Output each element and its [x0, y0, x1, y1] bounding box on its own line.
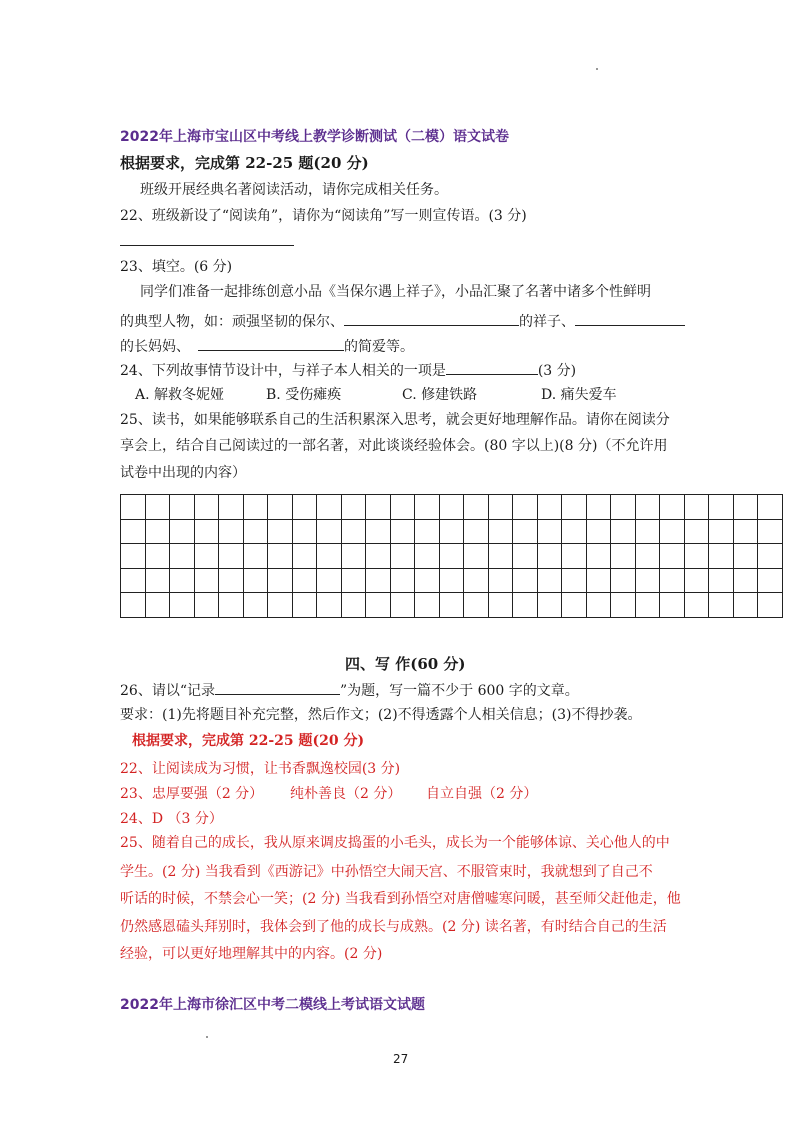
grid-cell[interactable]	[243, 593, 268, 618]
question-25-line-3: 试卷中出现的内容）	[120, 465, 246, 481]
question-23-line-1: 同学们准备一起排练创意小品《当保尔遇上祥子》，小品汇聚了名著中诸多个性鲜明	[140, 284, 651, 300]
grid-cell[interactable]	[170, 568, 195, 593]
grid-cell[interactable]	[611, 519, 636, 544]
writing-requirements: 要求：(1)先将题目补充完整，然后作文；(2)不得透露个人相关信息；(3)不得抄袭。	[120, 707, 642, 723]
q23-text-c: 的长妈妈、	[120, 339, 190, 355]
grid-cell[interactable]	[464, 519, 489, 544]
grid-cell[interactable]	[635, 519, 660, 544]
grid-cell[interactable]	[439, 544, 464, 569]
grid-cell[interactable]	[292, 568, 317, 593]
grid-cell[interactable]	[488, 593, 513, 618]
q23-text-b: 的祥子、	[519, 314, 575, 330]
grid-cell[interactable]	[758, 519, 783, 544]
answer-25-line-2: 学生。(2 分) 当我看到《西游记》中孙悟空大闹天宫、不服管束时，我就想到了自己不	[120, 864, 653, 880]
grid-cell[interactable]	[366, 544, 391, 569]
answer-heading: 根据要求，完成第 22-25 题(20 分)	[132, 733, 365, 749]
answer-grid[interactable]	[120, 494, 783, 618]
question-23-heading: 23、填空。(6 分)	[120, 259, 233, 275]
grid-cell[interactable]	[586, 568, 611, 593]
grid-cell[interactable]	[341, 544, 366, 569]
grid-cell[interactable]	[268, 519, 293, 544]
grid-cell[interactable]	[341, 568, 366, 593]
grid-cell[interactable]	[709, 568, 734, 593]
grid-cell[interactable]	[194, 593, 219, 618]
grid-cell[interactable]	[317, 495, 342, 520]
grid-cell[interactable]	[390, 519, 415, 544]
grid-cell[interactable]	[611, 568, 636, 593]
speck-bottom	[206, 1036, 208, 1038]
grid-cell[interactable]	[145, 495, 170, 520]
answer-line-22	[120, 245, 294, 246]
grid-cell[interactable]	[513, 544, 538, 569]
grid-cell[interactable]	[170, 495, 195, 520]
q24-option-a: A. 解救冬妮娅	[135, 387, 225, 403]
grid-cell[interactable]	[243, 495, 268, 520]
grid-cell[interactable]	[390, 593, 415, 618]
grid-cell[interactable]	[684, 568, 709, 593]
grid-cell[interactable]	[366, 519, 391, 544]
grid-cell[interactable]	[611, 544, 636, 569]
question-25-line-1: 25、读书，如果能够联系自己的生活积累深入思考，就会更好地理解作品。请你在阅读分	[120, 412, 670, 428]
q26-text-a: 26、请以“记录	[120, 683, 215, 699]
writing-heading: 四、写 作(60 分)	[345, 655, 466, 673]
grid-cell[interactable]	[635, 568, 660, 593]
grid-cell[interactable]	[243, 519, 268, 544]
answer-23-part-2: 纯朴善良（2 分）	[290, 786, 402, 802]
grid-cell[interactable]	[439, 568, 464, 593]
grid-cell[interactable]	[317, 568, 342, 593]
grid-cell[interactable]	[488, 568, 513, 593]
grid-cell[interactable]	[709, 519, 734, 544]
grid-cell[interactable]	[194, 544, 219, 569]
grid-cell[interactable]	[439, 593, 464, 618]
grid-cell[interactable]	[758, 568, 783, 593]
grid-cell[interactable]	[660, 544, 685, 569]
grid-cell[interactable]	[243, 568, 268, 593]
grid-cell[interactable]	[537, 593, 562, 618]
grid-cell[interactable]	[121, 593, 146, 618]
grid-cell[interactable]	[684, 593, 709, 618]
instruction-heading: 根据要求，完成第 22-25 题(20 分)	[120, 154, 369, 172]
answer-22: 22、让阅读成为习惯，让书香飘逸校园(3 分)	[120, 761, 401, 777]
grid-cell[interactable]	[194, 568, 219, 593]
grid-cell[interactable]	[366, 593, 391, 618]
q24-score: (3 分)	[537, 363, 577, 379]
grid-cell[interactable]	[635, 544, 660, 569]
grid-cell[interactable]	[292, 495, 317, 520]
grid-cell[interactable]	[488, 544, 513, 569]
grid-cell[interactable]	[341, 519, 366, 544]
grid-cell[interactable]	[562, 519, 587, 544]
grid-cell[interactable]	[611, 593, 636, 618]
section-title-xuhui: 2022年上海市徐汇区中考二模线上考试语文试题	[120, 997, 425, 1013]
grid-cell[interactable]	[219, 568, 244, 593]
grid-cell[interactable]	[464, 568, 489, 593]
grid-cell[interactable]	[292, 593, 317, 618]
question-25-line-2: 享会上，结合自己阅读过的一部名著，对此谈谈经验体会。(80 字以上)(8 分)（不允许用	[120, 438, 668, 454]
grid-cell[interactable]	[341, 495, 366, 520]
question-22: 22、班级新设了“阅读角”，请你为“阅读角”写一则宣传语。(3 分)	[120, 208, 527, 224]
grid-cell[interactable]	[684, 544, 709, 569]
q24-option-b: B. 受伤瘫痪	[266, 387, 342, 403]
speck-top	[596, 68, 598, 70]
grid-cell[interactable]	[586, 544, 611, 569]
grid-cell[interactable]	[219, 544, 244, 569]
grid-cell[interactable]	[733, 593, 758, 618]
section-title-baoshan: 2022年上海市宝山区中考线上教学诊断测试（二模）语文试卷	[120, 129, 509, 145]
grid-cell[interactable]	[562, 495, 587, 520]
blank-baoer[interactable]	[344, 311, 519, 326]
grid-cell[interactable]	[635, 593, 660, 618]
answer-25-line-1: 25、随着自己的成长，我从原来调皮捣蛋的小毛头，成长为一个能够体谅、关心他人的中	[120, 835, 670, 851]
grid-cell[interactable]	[709, 495, 734, 520]
q23-text-d: 的简爱等。	[344, 339, 414, 355]
grid-cell[interactable]	[513, 495, 538, 520]
grid-cell[interactable]	[439, 495, 464, 520]
grid-cell[interactable]	[758, 495, 783, 520]
grid-cell[interactable]	[464, 544, 489, 569]
grid-cell[interactable]	[537, 544, 562, 569]
grid-cell[interactable]	[660, 593, 685, 618]
answer-25-line-3: 听话的时候，不禁会心一笑；(2 分) 当我看到孙悟空对唐僧嘘寒问暖，甚至师父赶他走，他	[120, 891, 681, 907]
grid-cell[interactable]	[464, 593, 489, 618]
q24-text: 24、下列故事情节设计中，与祥子本人相关的一项是	[120, 363, 446, 379]
grid-cell[interactable]	[586, 593, 611, 618]
grid-cell[interactable]	[513, 519, 538, 544]
grid-cell[interactable]	[586, 495, 611, 520]
grid-cell[interactable]	[537, 519, 562, 544]
grid-cell[interactable]	[488, 519, 513, 544]
grid-cell[interactable]	[194, 519, 219, 544]
grid-cell[interactable]	[194, 495, 219, 520]
grid-cell[interactable]	[390, 544, 415, 569]
answer-25-line-4: 仍然感恩磕头拜别时，我体会到了他的成长与成熟。(2 分) 读名著，有时结合自己的生活	[120, 919, 667, 935]
grid-cell[interactable]	[513, 568, 538, 593]
grid-cell[interactable]	[415, 568, 440, 593]
grid-cell[interactable]	[292, 544, 317, 569]
q26-text-b: ”为题，写一篇不少于 600 字的文章。	[339, 683, 579, 699]
grid-cell[interactable]	[562, 568, 587, 593]
grid-cell[interactable]	[121, 519, 146, 544]
answer-25-line-5: 经验，可以更好地理解其中的内容。(2 分)	[120, 946, 383, 962]
grid-cell[interactable]	[366, 568, 391, 593]
grid-row	[121, 495, 783, 520]
grid-cell[interactable]	[537, 495, 562, 520]
grid-cell[interactable]	[170, 519, 195, 544]
page-number: 27	[393, 1052, 409, 1066]
blank-xiangzi[interactable]	[575, 311, 685, 326]
grid-cell[interactable]	[684, 519, 709, 544]
grid-row	[121, 544, 783, 569]
question-26	[120, 680, 579, 700]
intro-text: 班级开展经典名著阅读活动，请你完成相关任务。	[140, 182, 448, 198]
grid-cell[interactable]	[733, 568, 758, 593]
grid-cell[interactable]	[268, 544, 293, 569]
grid-cell[interactable]	[464, 495, 489, 520]
grid-row	[121, 568, 783, 593]
grid-cell[interactable]	[268, 568, 293, 593]
grid-cell[interactable]	[415, 495, 440, 520]
grid-cell[interactable]	[121, 568, 146, 593]
grid-cell[interactable]	[145, 519, 170, 544]
grid-cell[interactable]	[611, 495, 636, 520]
grid-cell[interactable]	[709, 593, 734, 618]
grid-cell[interactable]	[219, 495, 244, 520]
grid-cell[interactable]	[121, 495, 146, 520]
question-23-line-3	[120, 336, 414, 356]
grid-cell[interactable]	[145, 568, 170, 593]
grid-cell[interactable]	[758, 593, 783, 618]
grid-cell[interactable]	[317, 519, 342, 544]
grid-cell[interactable]	[415, 544, 440, 569]
grid-cell[interactable]	[390, 495, 415, 520]
grid-cell[interactable]	[733, 544, 758, 569]
grid-cell[interactable]	[562, 593, 587, 618]
blank-q26-title[interactable]	[215, 680, 340, 695]
q24-option-d: D. 痛失爱车	[541, 387, 617, 403]
grid-cell[interactable]	[145, 593, 170, 618]
q24-option-c: C. 修建铁路	[402, 387, 478, 403]
blank-q24[interactable]	[446, 360, 538, 375]
q23-text-a: 的典型人物，如：顽强坚韧的保尔、	[120, 314, 344, 330]
grid-cell[interactable]	[317, 593, 342, 618]
answer-24: 24、D （3 分）	[120, 811, 223, 827]
grid-cell[interactable]	[758, 544, 783, 569]
grid-cell[interactable]	[684, 495, 709, 520]
grid-cell[interactable]	[733, 519, 758, 544]
grid-cell[interactable]	[415, 593, 440, 618]
grid-cell[interactable]	[268, 593, 293, 618]
grid-cell[interactable]	[268, 495, 293, 520]
answer-23-part-3: 自立自强（2 分）	[426, 786, 538, 802]
grid-cell[interactable]	[635, 495, 660, 520]
grid-cell[interactable]	[219, 519, 244, 544]
grid-cell[interactable]	[341, 593, 366, 618]
grid-cell[interactable]	[415, 519, 440, 544]
grid-cell[interactable]	[439, 519, 464, 544]
grid-cell[interactable]	[317, 544, 342, 569]
grid-row	[121, 593, 783, 618]
grid-row	[121, 519, 783, 544]
grid-cell[interactable]	[660, 568, 685, 593]
grid-cell[interactable]	[366, 495, 391, 520]
answer-23-part-1: 23、忠厚要强（2 分）	[120, 786, 264, 802]
grid-cell[interactable]	[586, 519, 611, 544]
grid-cell[interactable]	[709, 544, 734, 569]
grid-cell[interactable]	[170, 593, 195, 618]
question-24	[120, 360, 576, 380]
question-23-line-2	[120, 311, 685, 331]
grid-cell[interactable]	[537, 568, 562, 593]
grid-cell[interactable]	[660, 519, 685, 544]
grid-cell[interactable]	[121, 544, 146, 569]
grid-cell[interactable]	[170, 544, 195, 569]
grid-cell[interactable]	[292, 519, 317, 544]
grid-cell[interactable]	[660, 495, 685, 520]
grid-cell[interactable]	[733, 495, 758, 520]
grid-cell[interactable]	[562, 544, 587, 569]
blank-changmama[interactable]	[198, 336, 344, 351]
grid-cell[interactable]	[488, 495, 513, 520]
grid-cell[interactable]	[243, 544, 268, 569]
grid-cell[interactable]	[145, 544, 170, 569]
grid-cell[interactable]	[390, 568, 415, 593]
grid-cell[interactable]	[513, 593, 538, 618]
grid-cell[interactable]	[219, 593, 244, 618]
